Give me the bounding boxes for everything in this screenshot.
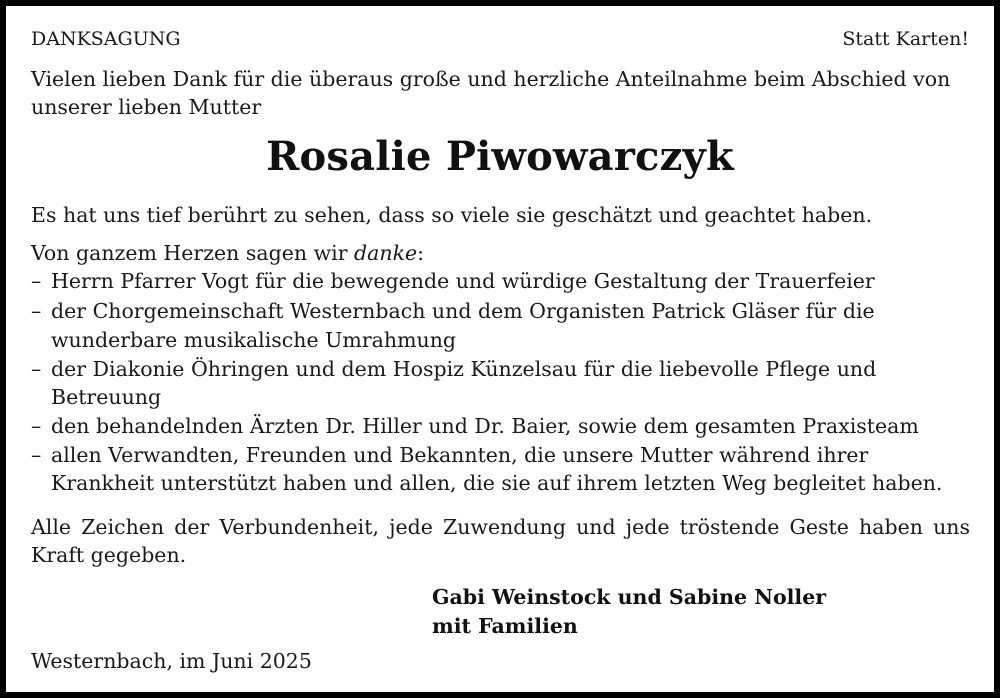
thanks-item-2-line-2: wunderbare musikalische Umrahmung (51, 328, 457, 352)
thanks-item-1-line-1: Herrn Pfarrer Vogt für die bewegende und würdige Gestaltung der Trauerfeier (51, 269, 875, 293)
thanks-item-4-line-1: den behandelnden Ärzten Dr. Hiller und Dr. Baier, sowie dem gesamten Praxisteam (51, 414, 919, 438)
statt-karten-label: Statt Karten! (842, 28, 969, 50)
thanks-item-3-line-2: Betreuung (51, 385, 162, 409)
signature-line-1: Gabi Weinstock und Sabine Noller (432, 585, 827, 609)
closing-line-2: Kraft gegeben. (31, 543, 187, 567)
thanks-item-3-line-1: der Diakonie Öhringen und dem Hospiz Künzelsau für die liebevolle Pflege und (51, 357, 877, 381)
signature-line-2: mit Familien (432, 614, 578, 638)
notice-type-label: DANKSAGUNG (31, 28, 181, 50)
bullet-dash: – (31, 269, 42, 293)
bullet-dash: – (31, 414, 42, 438)
thanks-lead (31, 243, 424, 264)
thanks-lead-text: Von ganzem Herzen sagen wir (31, 241, 355, 265)
thanks-item-2-line-1: der Chorgemeinschaft Westernbach und dem Organisten Patrick Gläser für die (51, 299, 875, 323)
place-date: Westernbach, im Juni 2025 (31, 649, 312, 673)
statement-text: Es hat uns tief berührt zu sehen, dass so viele sie geschätzt und geachtet haben. (31, 203, 873, 227)
intro-line-1: Vielen lieben Dank für die überaus große und herzliche Anteilnahme beim Abschied von (31, 67, 951, 91)
closing-line-1: Alle Zeichen der Verbundenheit, jede Zuwendung und jede tröstende Geste haben uns (31, 515, 970, 539)
bullet-dash: – (31, 443, 42, 467)
bullet-dash: – (31, 357, 42, 381)
thanks-lead-colon: : (417, 241, 425, 265)
bullet-dash: – (31, 299, 42, 323)
thanks-lead-emphasis: danke (354, 241, 418, 265)
thanks-item-5-line-2: Krankheit unterstützt haben und allen, die sie auf ihrem letzten Weg begleitet haben. (51, 471, 943, 495)
intro-line-2: unserer lieben Mutter (31, 95, 262, 119)
deceased-name: Rosalie Piwowarczyk (266, 133, 734, 180)
thanks-item-5-line-1: allen Verwandten, Freunden und Bekannten, die unsere Mutter während ihrer (51, 443, 869, 467)
